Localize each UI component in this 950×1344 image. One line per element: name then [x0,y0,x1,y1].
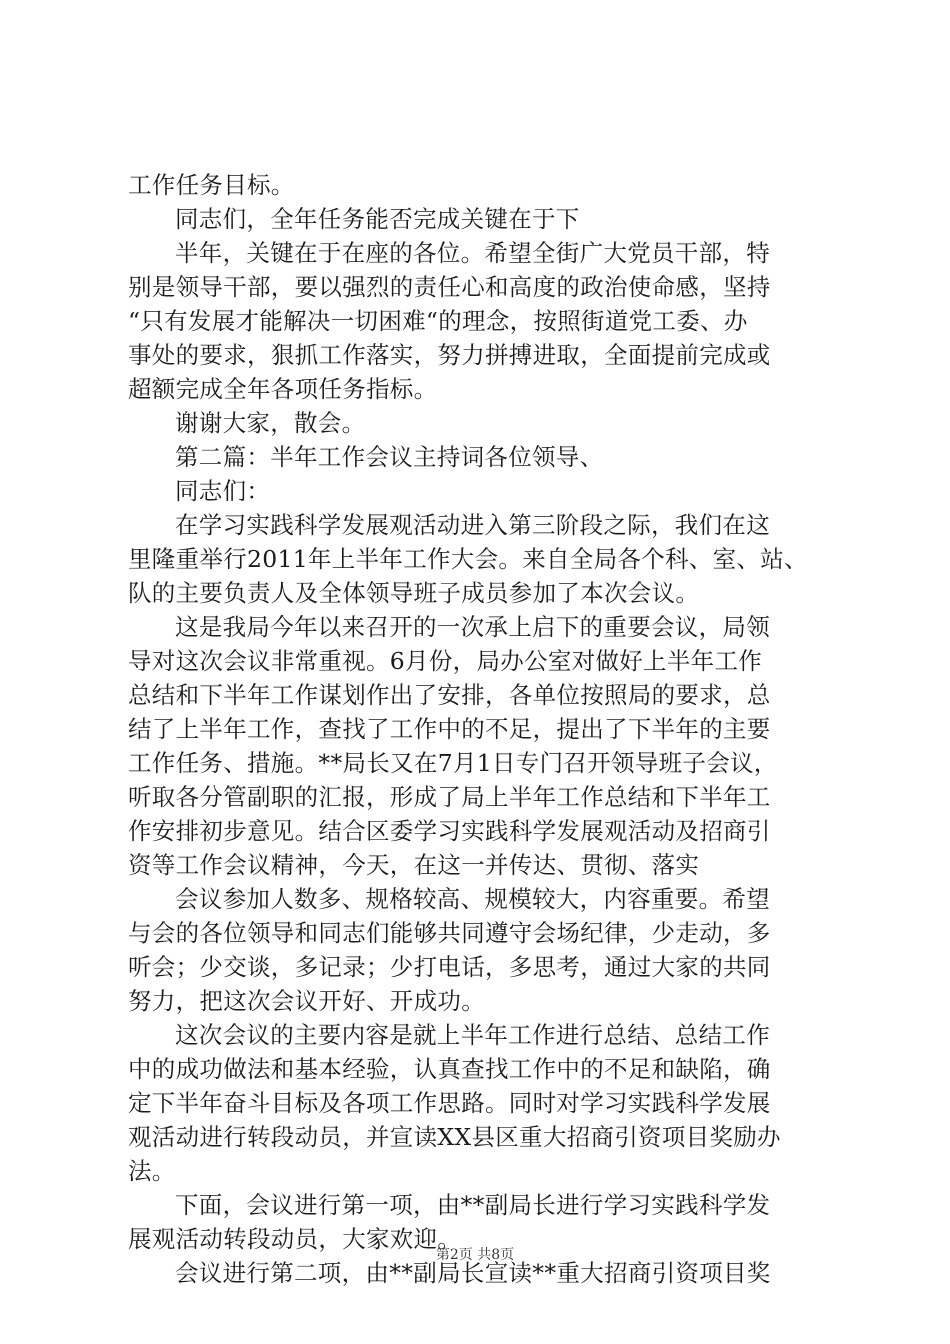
text-line: 与会的各位领导和同志们能够共同遵守会场纪律，少走动，多 [128,919,771,947]
text-line: 听会；少交谈，多记录；少打电话，多思考，通过大家的共同 [128,953,771,981]
text-line: 导对这次会议非常重视。6月份，局办公室对做好上半年工作 [128,647,763,675]
text-line: 里隆重举行2011年上半年工作大会。来自全局各个科、室、站、 [128,545,808,573]
text-line: 同志们： [175,477,271,505]
document-body [128,168,840,1290]
text-line: 结了上半年工作，查找了工作中的不足，提出了下半年的主要 [128,715,771,743]
text-line: 工作任务目标。 [128,171,295,199]
section-heading: 第二篇：半年工作会议主持词各位领导、 [175,443,604,471]
text-line: 观活动进行转段动员，并宣读XX县区重大招商引资项目奖励办 [128,1123,781,1151]
text-line: 资等工作会议精神，今天，在这一并传达、贯彻、落实 [128,851,700,879]
text-line: 会议进行第二项，由**副局长宣读**重大招商引资项目奖 [175,1259,771,1287]
text-line: 谢谢大家，散会。 [175,409,366,437]
text-line: 这次会议的主要内容是就上半年工作进行总结、总结工作 [175,1021,770,1049]
text-line: “只有发展才能解决一切困难“的理念，按照街道党工委、办 [128,307,748,335]
text-line: 法。 [128,1157,176,1185]
text-line: 工作任务、措施。**局长又在7月1日专门召开领导班子会议， [128,749,778,777]
text-line: 作安排初步意见。结合区委学习实践科学发展观活动及招商引 [128,817,771,845]
text-line: 下面，会议进行第一项，由**副局长进行学习实践科学发 [175,1191,771,1219]
text-line: 定下半年奋斗目标及各项工作思路。同时对学习实践科学发展 [128,1089,771,1117]
page-footer [0,1244,950,1264]
text-line: 同志们，全年任务能否完成关键在于下 [175,205,580,233]
page-number-label: 第2页 共8页 [435,1247,515,1263]
text-line: 半年，关键在于在座的各位。希望全街广大党员干部，特 [175,239,770,267]
text-line: 队的主要负责人及全体领导班子成员参加了本次会议。 [128,579,700,607]
text-line: 中的成功做法和基本经验，认真查找工作中的不足和缺陷，确 [128,1055,771,1083]
text-line: 听取各分管副职的汇报，形成了局上半年工作总结和下半年工 [128,783,771,811]
text-line: 超额完成全年各项任务指标。 [128,375,438,403]
text-line: 事处的要求，狠抓工作落实，努力拼搏进取，全面提前完成或 [128,341,771,369]
text-line: 这是我局今年以来召开的一次承上启下的重要会议，局领 [175,613,770,641]
text-line: 会议参加人数多、规格较高、规模较大，内容重要。希望 [175,885,770,913]
text-line: 别是领导干部，要以强烈的责任心和高度的政治使命感，坚持 [128,273,771,301]
text-line: 在学习实践科学发展观活动进入第三阶段之际，我们在这 [175,511,770,539]
text-line: 努力，把这次会议开好、开成功。 [128,987,485,1015]
text-line: 总结和下半年工作谋划作出了安排，各单位按照局的要求，总 [128,681,771,709]
text-line: 展观活动转段动员，大家欢迎。 [128,1225,462,1253]
